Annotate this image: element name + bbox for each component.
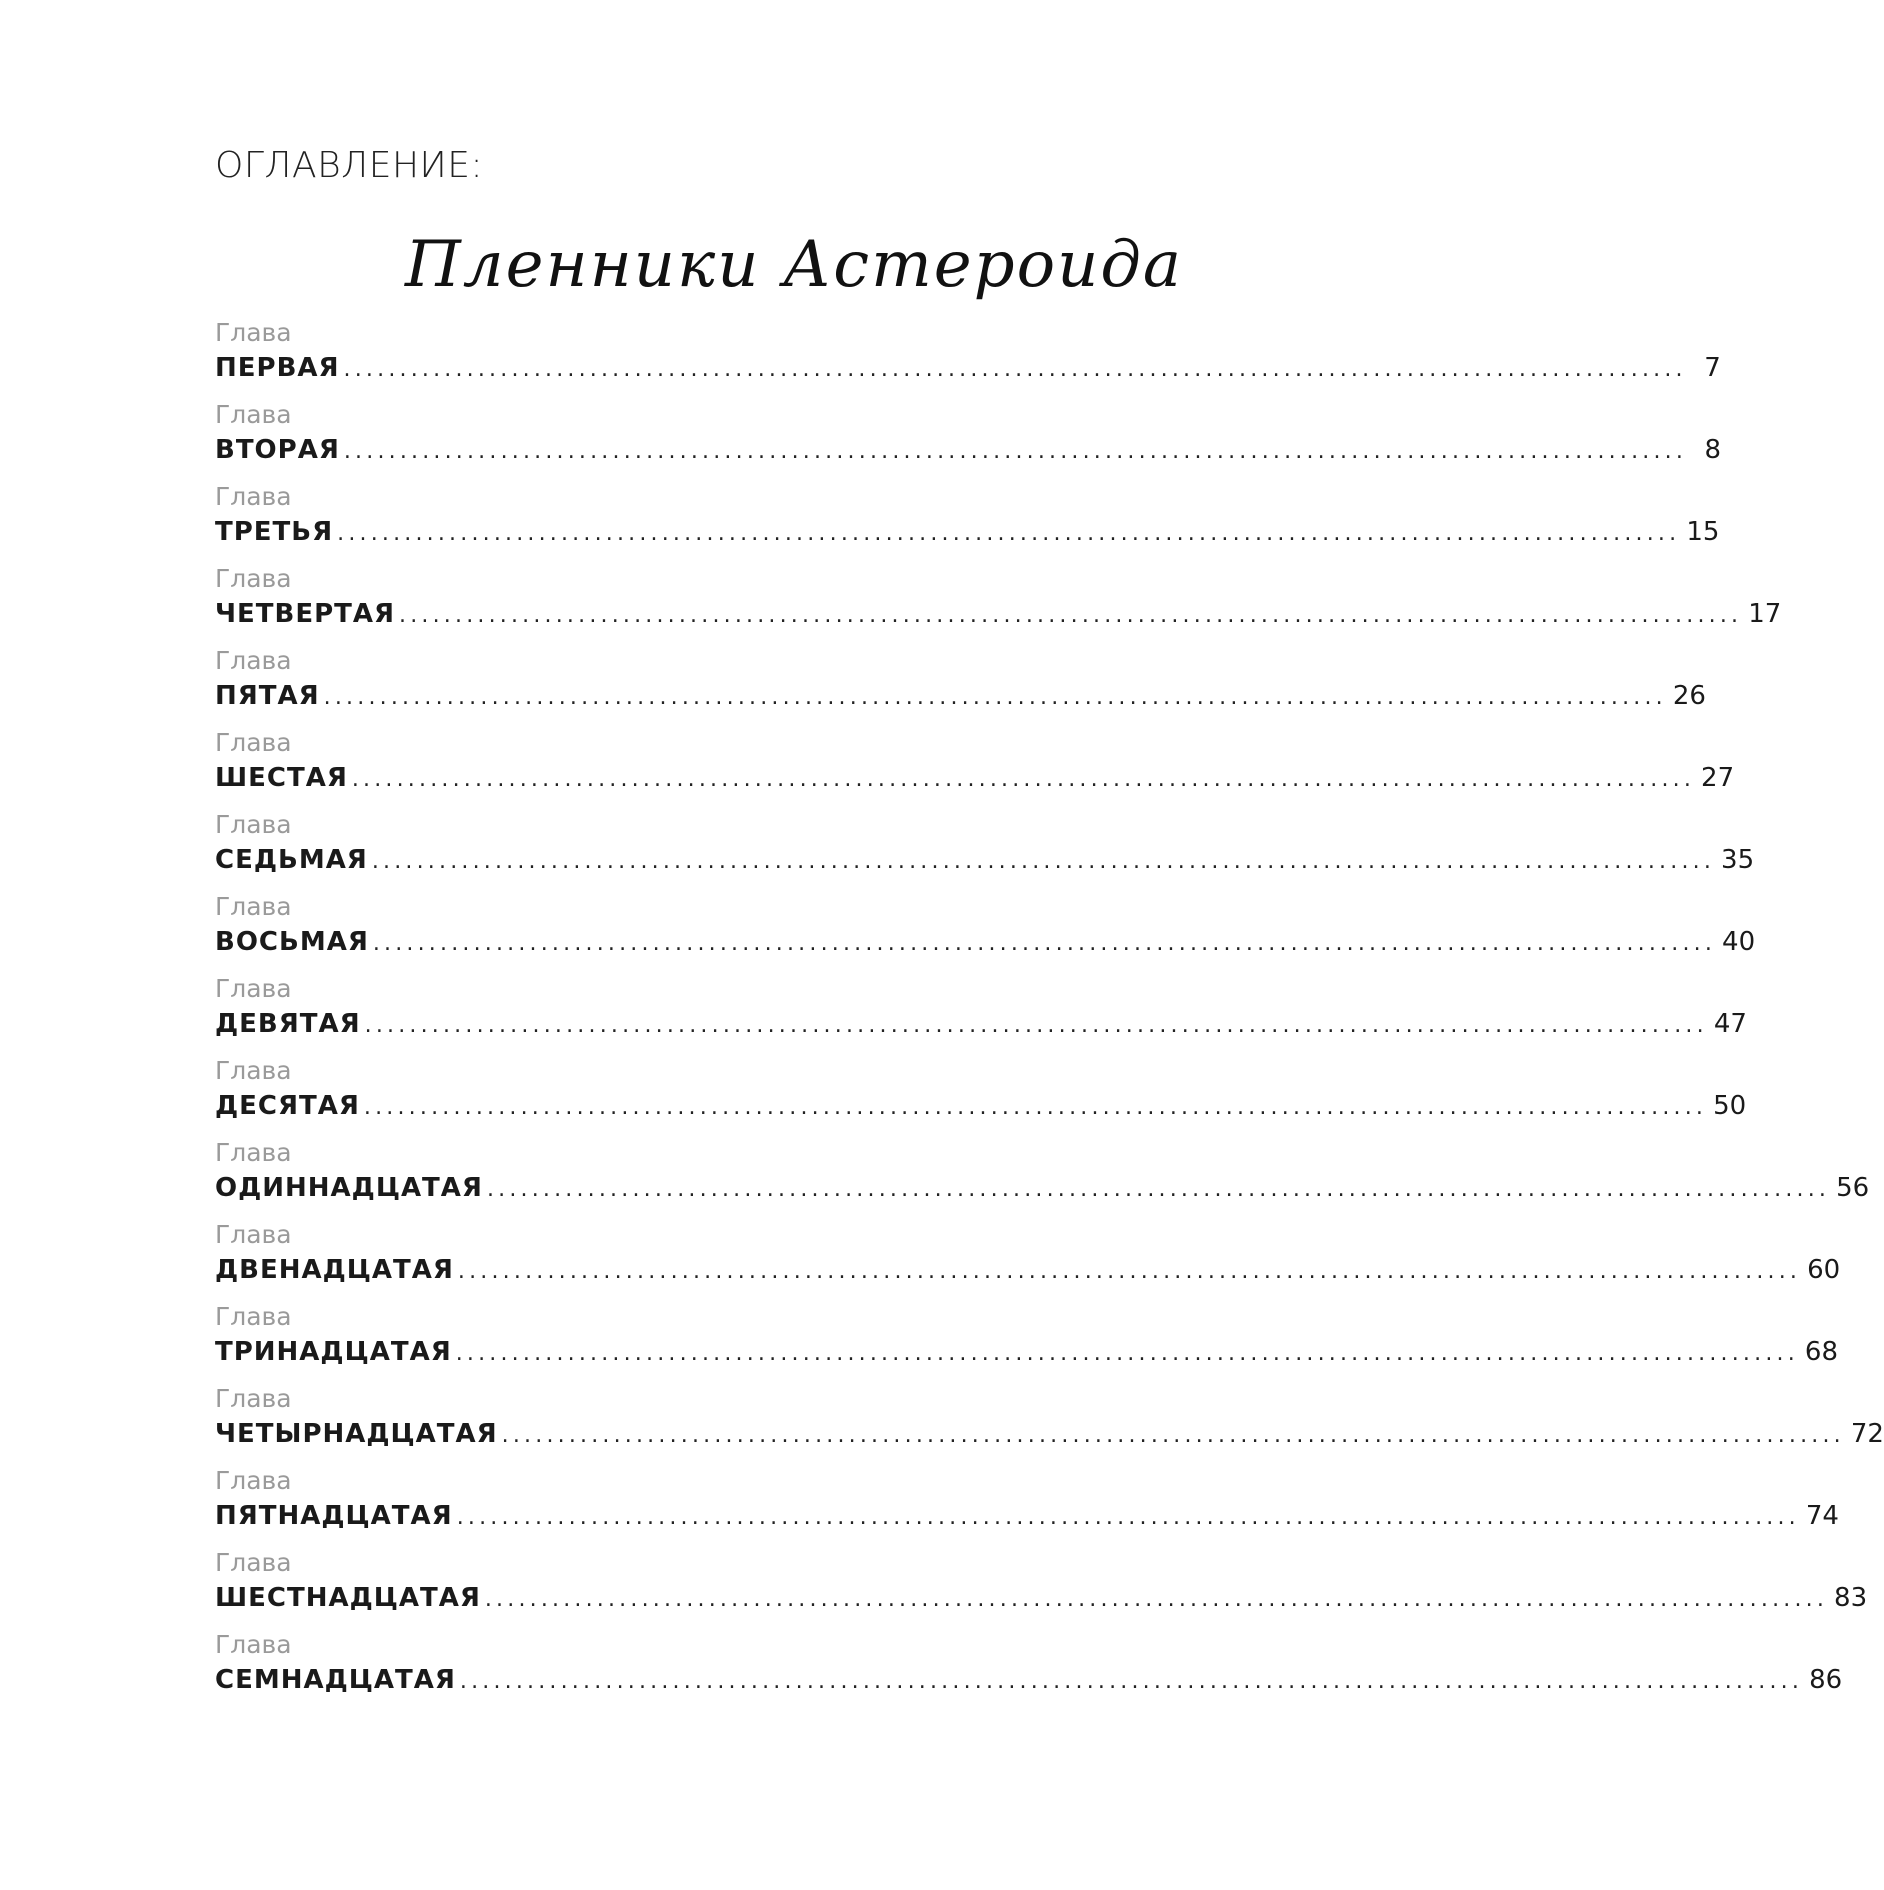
toc-entry[interactable] [215,1220,1841,1302]
dot-leader: ........................................................................................................................ [323,685,1667,710]
toc-entry[interactable] [215,1466,1839,1548]
toc-entry[interactable] [215,974,1747,1056]
chapter-title: СЕДЬМАЯ [215,845,368,875]
page-number: 86 [1809,1665,1843,1695]
toc-entry[interactable] [215,1384,1884,1466]
toc-entry[interactable] [215,1302,1838,1384]
chapter-label: Глава [215,892,292,921]
chapter-title: СЕМНАДЦАТАЯ [215,1665,456,1695]
page-number: 27 [1701,763,1735,793]
chapter-title: ЧЕТЫРНАДЦАТАЯ [215,1419,498,1449]
chapter-label: Глава [215,1384,292,1413]
book-title: Пленники Астероида [405,228,1184,302]
toc-entry[interactable] [215,1056,1747,1138]
chapter-title: ПЯТАЯ [215,681,320,711]
page-number: 56 [1836,1173,1870,1203]
dot-leader: ........................................................................................................................ [371,849,1716,874]
toc-entry[interactable] [215,892,1756,974]
chapter-label: Глава [215,564,292,593]
dot-leader: ........................................................................................................................ [459,1669,1804,1694]
chapter-title: ДЕВЯТАЯ [215,1009,361,1039]
table-of-contents [215,318,1884,1712]
page-number: 72 [1850,1419,1884,1449]
chapter-title: ВТОРАЯ [215,435,340,465]
chapter-label: Глава [215,1056,292,1085]
dot-leader: ........................................................................................................................ [455,1341,1799,1366]
dot-leader: ........................................................................................................................ [456,1505,1800,1530]
dot-leader: ........................................................................................................................ [343,439,1688,464]
chapter-label: Глава [215,318,292,347]
dot-leader: ........................................................................................................................ [501,1423,1845,1448]
chapter-label: Глава [215,1630,292,1659]
chapter-label: Глава [215,1220,292,1249]
dot-leader: ........................................................................................................................ [337,521,1681,546]
toc-entry[interactable] [215,1138,1870,1220]
toc-entry[interactable] [215,1630,1843,1712]
toc-entry[interactable] [215,646,1706,728]
chapter-label: Глава [215,728,292,757]
chapter-label: Глава [215,974,292,1003]
page-number: 35 [1721,845,1755,875]
chapter-label: Глава [215,1302,292,1331]
chapter-title: ОДИННАДЦАТАЯ [215,1173,483,1203]
dot-leader: ........................................................................................................................ [372,931,1717,956]
chapter-label: Глава [215,1138,292,1167]
page-number: 83 [1834,1583,1868,1613]
toc-entry[interactable] [215,482,1720,564]
toc-entry[interactable] [215,564,1782,646]
chapter-title: ТРЕТЬЯ [215,517,334,547]
chapter-label: Глава [215,646,292,675]
page-number: 74 [1805,1501,1839,1531]
chapter-title: ДЕСЯТАЯ [215,1091,360,1121]
chapter-title: ШЕСТНАДЦАТАЯ [215,1583,481,1613]
page-number: 8 [1704,435,1722,465]
chapter-label: Глава [215,1466,292,1495]
chapter-title: ШЕСТАЯ [215,763,348,793]
dot-leader: ........................................................................................................................ [486,1177,1831,1202]
chapter-title: ВОСЬМАЯ [215,927,369,957]
chapter-title: ПЕРВАЯ [215,353,340,383]
chapter-title: ПЯТНАДЦАТАЯ [215,1501,453,1531]
chapter-label: Глава [215,400,292,429]
page-number: 17 [1748,599,1782,629]
page-number: 47 [1713,1009,1747,1039]
chapter-title: ЧЕТВЕРТАЯ [215,599,396,629]
dot-leader: ........................................................................................................................ [364,1013,1708,1038]
page-number: 50 [1713,1091,1747,1121]
chapter-title: ТРИНАДЦАТАЯ [215,1337,452,1367]
chapter-label: Глава [215,1548,292,1577]
dot-leader: ........................................................................................................................ [484,1587,1829,1612]
chapter-label: Глава [215,810,292,839]
dot-leader: ........................................................................................................................ [363,1095,1708,1120]
dot-leader: ........................................................................................................................ [343,357,1687,382]
page-number: 68 [1804,1337,1838,1367]
dot-leader: ........................................................................................................................ [457,1259,1802,1284]
page-number: 15 [1686,517,1720,547]
toc-entry[interactable] [215,400,1722,482]
toc-entry[interactable] [215,810,1755,892]
page-number: 40 [1722,927,1756,957]
dot-leader: ........................................................................................................................ [399,603,1743,628]
page-number: 26 [1672,681,1706,711]
toc-entry[interactable] [215,1548,1868,1630]
toc-entry[interactable] [215,728,1735,810]
chapter-title: ДВЕНАДЦАТАЯ [215,1255,454,1285]
dot-leader: ........................................................................................................................ [351,767,1696,792]
page-number: 60 [1807,1255,1841,1285]
chapter-label: Глава [215,482,292,511]
toc-heading: ОГЛАВЛЕНИЕ: [215,145,484,186]
page-number: 7 [1704,353,1721,383]
toc-entry[interactable] [215,318,1721,400]
